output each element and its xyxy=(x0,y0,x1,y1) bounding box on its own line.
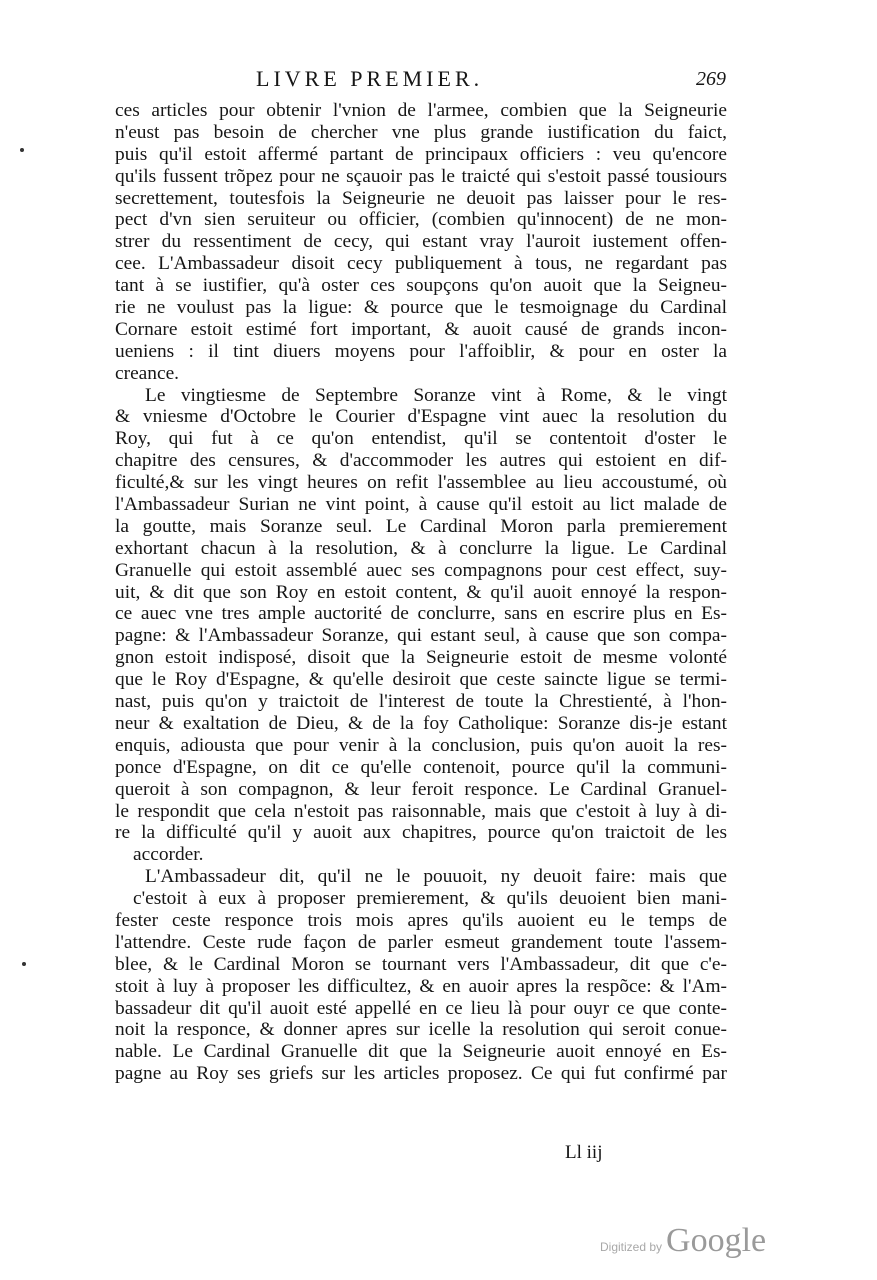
text-line: que le Roy d'Espagne, & qu'elle desiroit que ceste saincte ligue se termi- xyxy=(115,669,727,691)
page-header xyxy=(116,66,726,96)
text-line: l'Ambassadeur Surian ne vint point, à cause qu'il estoit au lict malade de xyxy=(115,494,727,516)
text-line: rie ne voulust pas la ligue: & pource que le tesmoignage du Cardinal xyxy=(115,297,727,319)
text-line: chapitre des censures, & d'accommoder les autres qui estoient en dif- xyxy=(115,450,727,472)
text-line: le respondit que cela n'estoit pas raisonnable, mais que c'estoit à luy à di- xyxy=(115,800,727,822)
watermark-prefix: Digitized by xyxy=(600,1240,663,1254)
text-line: creance. xyxy=(115,362,180,384)
paragraph-first-line: Le vingtiesme de Septembre Soranze vint à Rome, & le vingt xyxy=(145,384,727,406)
text-line: Granuelle qui estoit assemblé auec ses compagnons pour cest effect, suy- xyxy=(115,559,727,581)
text-line: strer du ressentiment de cecy, qui estant vray l'auroit iustement offen- xyxy=(115,231,727,253)
text-line: puis qu'il estoit affermé partant de principaux officiers : veu qu'encore xyxy=(115,143,727,165)
text-line: neur & exaltation de Dieu, & de la foy Catholique: Soranze dis-je estant xyxy=(115,712,727,734)
google-logo: Google xyxy=(666,1222,767,1259)
text-line: nable. Le Cardinal Granuelle dit que la Seigneurie auoit ennoyé en Es- xyxy=(115,1041,727,1063)
text-line: bassadeur dit qu'il auoit esté appellé en ce lieu là pour ouyr ce que conte- xyxy=(115,997,727,1019)
text-line: re la difficulté qu'il y auoit aux chapitres, pource qu'on traictoit de les xyxy=(115,822,727,844)
body-text xyxy=(115,100,727,1085)
text-line: accorder. xyxy=(133,844,204,866)
text-line: noit la responce, & donner apres sur icelle la resolution qui seroit conue- xyxy=(115,1019,727,1041)
text-line: nast, puis qu'on y traictoit de l'interest de toute la Chrestienté, à l'hon- xyxy=(115,691,727,713)
text-line: & vniesme d'Octobre le Courier d'Espagne vint auec la resolution du xyxy=(115,406,727,428)
text-line: secrettement, toutesfois la Seigneurie ne deuoit pas laisser pour le res- xyxy=(115,187,727,209)
text-line: ueniens : il tint diuers moyens pour l'affoiblir, & pour en oster la xyxy=(115,340,727,362)
digitization-watermark xyxy=(600,1222,766,1260)
text-line: la goutte, mais Soranze seul. Le Cardinal Moron parla premierement xyxy=(115,515,727,537)
text-line: exhortant chacun à la resolution, & à conclurre la ligue. Le Cardinal xyxy=(115,537,727,559)
signature-mark: Ll iij xyxy=(565,1142,603,1163)
text-line: ficulté,& sur les vingt heures on refit l'assemblee au lieu accoustumé, où xyxy=(115,472,727,494)
text-line: qu'ils fussent trõpez pour ne sçauoir pas le traicté qui s'estoit passé tousiours xyxy=(115,165,727,187)
text-line: pagne: & l'Ambassadeur Soranze, qui estant seul, à cause que son compa- xyxy=(115,625,727,647)
text-line: gnon estoit indisposé, disoit que la Seigneurie estoit de mesme volonté xyxy=(115,647,727,669)
text-line: ce auec vne tres ample auctorité de conclurre, sans en escrire plus en Es- xyxy=(115,603,727,625)
text-line: Cornare estoit estimé fort important, & auoit causé de grands incon- xyxy=(115,318,727,340)
text-line: l'attendre. Ceste rude façon de parler esmeut grandement toute l'assem- xyxy=(115,931,727,953)
margin-speck xyxy=(22,962,26,966)
text-line: fester ceste responce trois mois apres qu'ils auoient eu le temps de xyxy=(115,909,727,931)
text-line: pect d'vn sien seruiteur ou officier, (combien qu'innocent) de ne mon- xyxy=(115,209,727,231)
text-line: blee, & le Cardinal Moron se tournant vers l'Ambassadeur, dit que c'e- xyxy=(115,953,727,975)
text-line: ces articles pour obtenir l'vnion de l'armee, combien que la Seigneurie xyxy=(115,100,727,121)
text-line: pagne au Roy ses griefs sur les articles proposez. Ce qui fut confirmé par xyxy=(115,1063,727,1085)
text-line: enquis, adiousta que pour venir à la conclusion, puis qu'on auoit la res- xyxy=(115,734,727,756)
margin-speck xyxy=(20,148,24,152)
text-line: uit, & dit que son Roy en estoit content, & qu'il auoit ennoyé la respon- xyxy=(115,581,727,603)
running-title: LIVRE PREMIER. xyxy=(256,66,484,91)
text-line: queroit à son compagnon, & leur feroit responce. Le Cardinal Granuel- xyxy=(115,778,727,800)
text-line: n'eust pas besoin de chercher vne plus grande iustification du faict, xyxy=(115,121,727,143)
text-line: cee. L'Ambassadeur disoit cecy publiquement à tous, ne regardant pas xyxy=(115,253,727,275)
paragraph-first-line: L'Ambassadeur dit, qu'il ne le pouuoit, ny deuoit faire: mais que xyxy=(145,866,727,888)
text-line: tant à se iustifier, qu'à oster ces soupçons qu'on auoit que la Seigneu- xyxy=(115,275,727,297)
text-line: Roy, qui fut à ce qu'on entendist, qu'il se contentoit d'oster le xyxy=(115,428,727,450)
text-line: ponce d'Espagne, on dit ce qu'elle contenoit, pource qu'il la communi- xyxy=(115,756,727,778)
text-line: c'estoit à eux à proposer premierement, & qu'ils deuoient bien mani- xyxy=(133,888,727,910)
page-number: 269 xyxy=(696,68,726,90)
text-line: stoit à luy à proposer les difficultez, & en auoir apres la respõce: & l'Am- xyxy=(115,975,727,997)
